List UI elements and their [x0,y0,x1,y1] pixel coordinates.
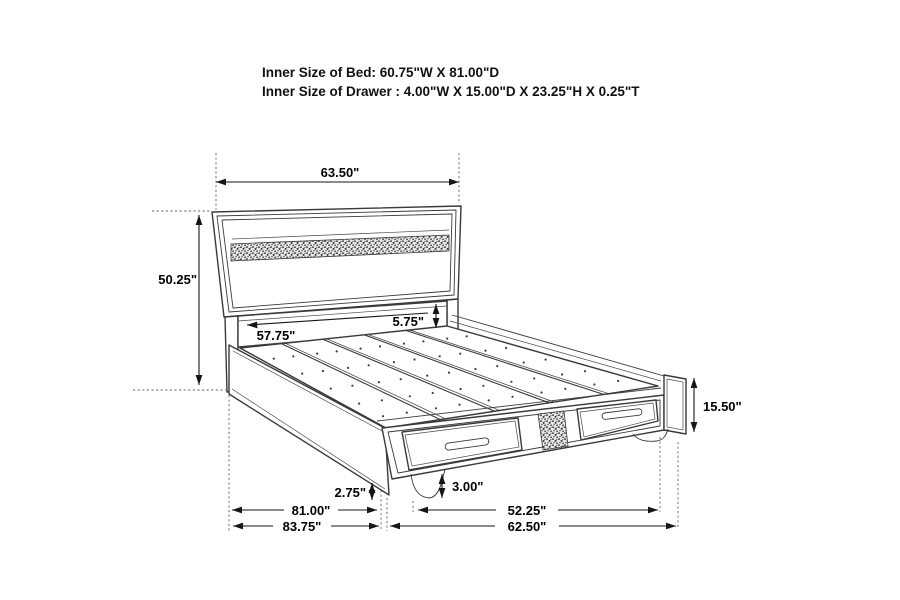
dim-rail-floor-gap-label: 2.75" [334,485,366,500]
dim-back-rail-height-label: 5.75" [392,314,424,329]
dim-drawer-floor-gap [439,474,484,498]
dim-footboard-height [691,378,742,432]
title-block [262,65,640,99]
dim-drawer-section-span [418,503,658,518]
dim-footboard-span-label: 62.50" [507,519,547,534]
headboard [212,206,461,317]
dim-headboard-height-label: 50.25" [158,272,197,287]
dim-headboard-width-label: 63.50" [320,165,360,180]
dim-drawer-floor-gap-label: 3.00" [452,479,484,494]
headboard-outer-frame [212,206,461,317]
dim-platform-length-label: 81.00" [291,503,331,518]
footboard-glitter-strip [538,411,568,450]
title-line-1: Inner Size of Bed: 60.75"W X 81.00"D [262,65,500,80]
dim-footboard-span [390,519,676,534]
dim-inner-width-label: 57.75" [256,328,296,343]
dim-overall-length [233,519,379,534]
dim-overall-length-label: 83.75" [282,519,322,534]
dim-headboard-height [158,215,202,385]
title-line-2: Inner Size of Drawer : 4.00"W X 15.00"D X 23.25"H X 0.25"T [262,84,640,99]
dim-drawer-section-span-label: 52.25" [507,503,547,518]
dim-rail-floor-gap [335,483,376,500]
dim-footboard-height-label: 15.50" [703,399,742,414]
dim-headboard-width [216,165,459,185]
dim-platform-length [232,503,377,518]
